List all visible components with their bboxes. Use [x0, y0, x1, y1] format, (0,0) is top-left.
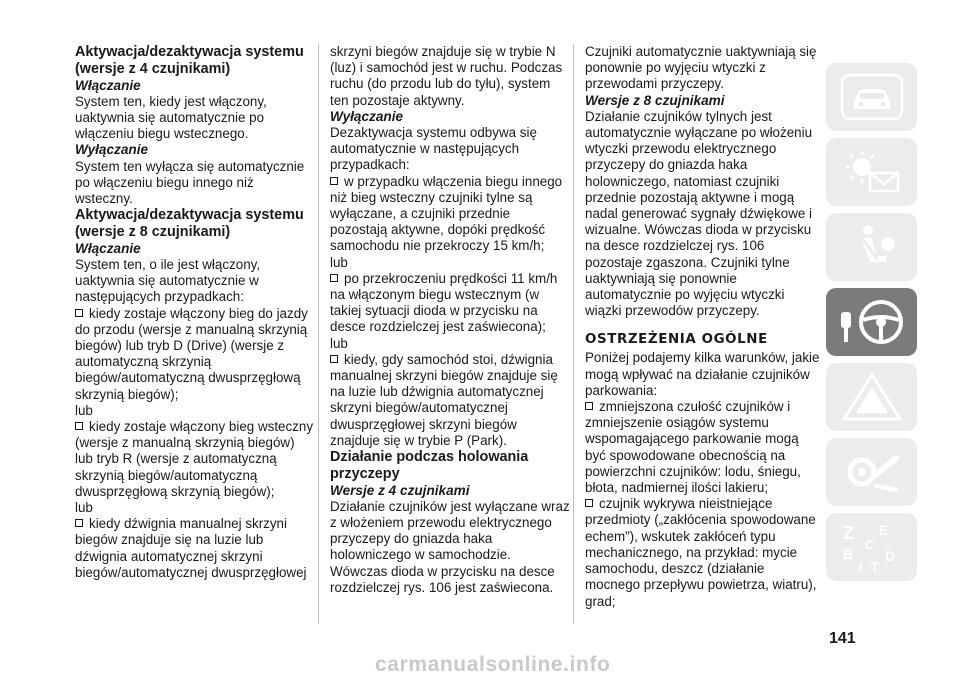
paragraph: System ten wyłącza się automatycznie po włączeniu biegu innego niż wsteczny. — [75, 158, 305, 207]
bullet-square-icon — [75, 309, 83, 317]
connector-text: lub — [75, 402, 93, 418]
airbag-safety-icon — [842, 222, 902, 272]
tab-starting-driving[interactable] — [826, 288, 917, 356]
warning-section-heading: OSTRZEŻENIA OGÓLNE — [585, 332, 768, 348]
subheading: Wersje z 8 czujnikami — [585, 92, 725, 108]
index-letter: I — [858, 560, 862, 574]
bullet-square-icon — [75, 519, 83, 527]
bullet-item — [330, 352, 570, 449]
bullet-item — [330, 271, 570, 336]
bullet-item — [585, 399, 820, 496]
bullet-text: kiedy, gdy samochód stoi, dźwignia manualnej skrzyni biegów znajduje się na luzie lub dźwignia automatycznej skrzyni biegów/automatycznej dwusprzęgłowej skrzyni biegów znajduje się w trybie P (Park). — [330, 351, 558, 448]
column-separator — [573, 44, 574, 624]
index-letter: D — [884, 548, 895, 564]
section-heading: Działanie podczas holowania przyczepy — [330, 449, 529, 482]
bullet-square-icon — [75, 422, 83, 430]
paragraph: Działanie czujników tylnych jest automatycznie wyłączane po włożeniu wtyczki przewodu elektrycznego przyczepy do gniazda haka holowniczego, natomiast czujniki przednie pozostają aktywne i mogą nadal generować sygnały dźwiękowe i wizualne. Wówczas dioda w przycisku na desce rozdzielczej rys. 106 pozostaje zgaszona. Czujniki tylne uaktywniają się ponownie automatycznie po wyjęciu wtyczki wiązki przewodów przyczepy. — [585, 108, 813, 319]
subheading: Włączanie — [75, 77, 141, 93]
paragraph: System ten, o ile jest włączony, uaktywnia się automatycznie w następujących przypadkach: — [75, 257, 261, 305]
tab-lights[interactable] — [826, 138, 917, 206]
tab-emergency[interactable] — [826, 363, 917, 431]
bullet-square-icon — [330, 177, 338, 185]
paragraph: Działanie czujników jest wyłączane wraz z włożeniem przewodu elektrycznego przyczepy do gniazda haka holowniczego w samochodzie. Wówczas dioda w przycisku na desce rozdzielczej rys. 106 jest zaświecona. — [330, 498, 570, 595]
bullet-square-icon — [585, 499, 593, 507]
bullet-text: w przypadku włączenia biegu innego niż bieg wsteczny czujniki tylne są wyłączane, a czujniki przednie pozostają aktywne, dopóki prędkość samochodu nie przekroczy 15 km/h; — [330, 173, 563, 254]
index-letter: T — [870, 560, 878, 574]
subheading: Wyłączanie — [330, 108, 404, 124]
car-dashboard-icon — [840, 73, 904, 121]
bullet-item — [330, 174, 570, 255]
index-letter: E — [878, 522, 888, 538]
bullet-text: czujnik wykrywa nieistniejące przedmioty („zakłócenia spowodowane echem”), wskutek zakłóceń typu mechanicznego, na przykład: mycie samochodu, deszcz (działanie mocnego przepływu powietrza, wiatru), grad; — [585, 496, 817, 609]
bullet-text: zmniejszona czułość czujników i zmniejszenie osiągów systemu wspomagającego parkowanie mogą być spowodowane obecnością na powierzchni czujników: lodu, śniegu, błota, nadmiernej ilości lakieru; — [585, 399, 801, 496]
alphabetical-index-icon — [837, 519, 907, 575]
bullet-item — [75, 516, 315, 581]
column-2 — [330, 44, 570, 596]
warning-triangle-icon — [840, 371, 904, 423]
bullet-square-icon — [330, 355, 338, 363]
key-steering-wheel-icon — [837, 294, 907, 350]
connector-text: lub — [330, 254, 348, 270]
connector-text: lub — [75, 500, 93, 516]
index-letter: C — [864, 538, 874, 552]
bullet-item — [585, 496, 820, 609]
section-heading: Aktywacja/dezaktywacja systemu (wersje z 4 czujnikami) — [75, 44, 304, 77]
chapter-tab-sidebar — [826, 63, 921, 588]
bullet-text: kiedy zostaje włączony bieg do jazdy do przodu (wersje z manualną skrzynią biegów) lub tryb D (Drive) (wersje z automatyczną skrzynią biegów/automatyczną dwusprzęgłową skrzynią biegów); — [75, 305, 308, 402]
tab-safety[interactable] — [826, 213, 917, 281]
index-letter: Z — [842, 523, 854, 543]
bullet-text: po przekroczeniu prędkości 11 km/h na włączonym biegu wstecznym (w takiej sytuacji dioda w przycisku na desce rozdzielczej jest zaświecona); — [330, 270, 558, 335]
bullet-square-icon — [585, 402, 593, 410]
paragraph: Czujniki automatycznie uaktywniają się ponownie po wyjęciu wtyczki z przewodami przyczepy. — [585, 44, 817, 92]
bullet-text: kiedy dźwignia manualnej skrzyni biegów znajduje się na luzie lub dźwignia automatycznej skrzyni biegów/automatycznej dwusprzęgłowej — [75, 516, 307, 580]
page-number: 141 — [829, 630, 856, 647]
bullet-square-icon — [330, 274, 338, 282]
subheading: Wersje z 4 czujnikami — [330, 482, 470, 498]
column-separator — [318, 44, 319, 624]
paragraph: Dezaktywacja systemu odbywa się automatycznie w następujących przypadkach: — [330, 125, 537, 173]
lights-envelope-icon — [840, 147, 904, 197]
paragraph: System ten, kiedy jest włączony, uaktywnia się automatycznie po włączeniu biegu wstecznego. — [75, 93, 267, 142]
connector-text: lub — [330, 335, 348, 351]
subheading: Wyłączanie — [75, 142, 149, 158]
watermark: carmanualsonline.info — [375, 653, 611, 676]
tab-index[interactable] — [826, 513, 917, 581]
column-1 — [75, 44, 315, 581]
index-letter: B — [842, 546, 853, 562]
tab-service[interactable] — [826, 438, 917, 506]
subheading: Włączanie — [75, 240, 141, 256]
bullet-text: kiedy zostaje włączony bieg wsteczny (wersje z manualną skrzynią biegów) lub tryb R (wersje z automatyczną skrzynią biegów/automatyczną dwusprzęgłową skrzynią biegów); — [75, 419, 314, 499]
bullet-item — [75, 306, 315, 403]
section-heading: Aktywacja/dezaktywacja systemu (wersje z 8 czujnikami) — [75, 207, 304, 241]
column-3 — [585, 44, 820, 610]
paragraph: skrzyni biegów znajduje się w trybie N (luz) i samochód jest w ruchu. Podczas ruchu (do przodu lub do tyłu), system ten pozostaje aktywny. — [330, 44, 563, 108]
service-wrench-icon — [840, 446, 904, 498]
bullet-item — [75, 419, 315, 500]
paragraph: Poniżej podajemy kilka warunków, jakie mogą wpływać na działanie czujników parkowania: — [585, 350, 820, 398]
tab-dashboard[interactable] — [826, 63, 917, 131]
